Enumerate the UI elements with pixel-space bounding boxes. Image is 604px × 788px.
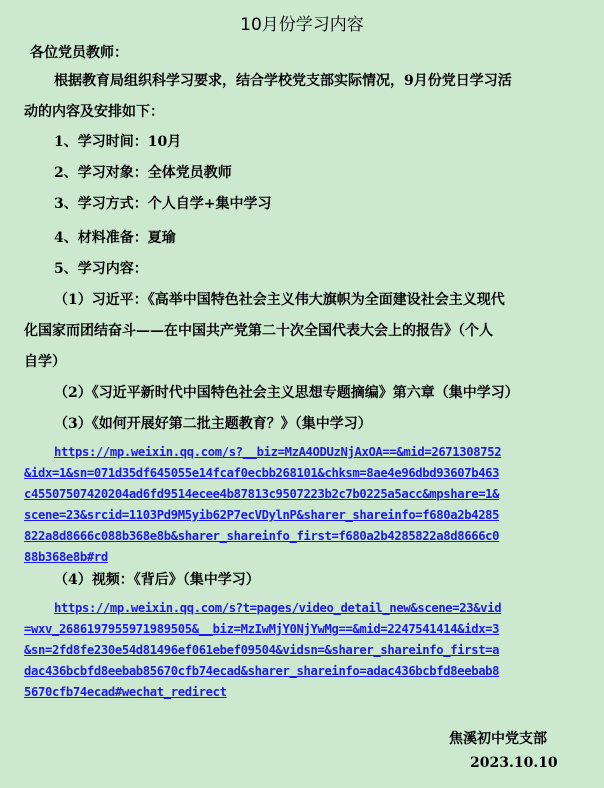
intro-line-2: 动的内容及安排如下： (24, 104, 164, 120)
sub-item-1-line-2: 化国家而团结奋斗——在中国共产党第二十次全国代表大会上的报告》（个人 (24, 323, 493, 339)
item-study-target: 2、学习对象：全体党员教师 (54, 165, 232, 181)
sub-item-1-line-1: （1）习近平：《高举中国特色社会主义伟大旗帜为全面建设社会主义现代 (54, 292, 505, 308)
sub-item-1-line-3: 自学） (24, 354, 66, 370)
article-link-line-6[interactable]: 88b368e8b#rd (24, 550, 108, 564)
item-study-content: 5、学习内容： (54, 261, 148, 277)
sub-item-2: （2）《习近平新时代中国特色社会主义思想专题摘编》第六章（集中学习） (54, 385, 519, 401)
page-title: 10月份学习内容 (240, 15, 364, 35)
item-material-prep: 4、材料准备：夏瑜 (54, 230, 176, 246)
signature: 焦溪初中党支部 (449, 731, 547, 747)
item-study-time: 1、学习时间：10月 (54, 134, 182, 150)
video-link-line-4[interactable]: dac436bcbfd8eebab85670cfb74ecad&sharer_shareinfo=adac436bcbfd8eebab8 (24, 664, 500, 678)
article-link-line-4[interactable]: scene=23&srcid=1103Pd9M5yib62P7ecVDylnP&sharer_shareinfo=f680a2b4285 (24, 508, 500, 522)
item-study-method: 3、学习方式：个人自学+集中学习 (54, 196, 272, 212)
video-link-line-3[interactable]: &sn=2fd8fe230e54d81496ef061ebef09504&vidsn=&sharer_shareinfo_first=a (24, 643, 500, 657)
video-link-line-2[interactable]: =wxv_2686197955971989505&__biz=MzIwMjY0NjYwMg==&mid=2247541414&idx=3 (24, 622, 500, 636)
intro-line-1: 根据教育局组织科学习要求，结合学校党支部实际情况，9月份党日学习活 (54, 73, 512, 89)
salutation: 各位党员教师： (30, 45, 128, 61)
document-date: 2023.10.10 (470, 755, 558, 771)
article-link-line-1[interactable]: https://mp.weixin.qq.com/s?__biz=MzA4ODUzNjAxOA==&mid=2671308752 (54, 445, 502, 459)
sub-item-3: （3）《如何开展好第二批主题教育？》（集中学习） (54, 416, 372, 432)
sub-item-4: （4）视频：《背后》（集中学习） (54, 572, 260, 588)
article-link-line-3[interactable]: c45507507420204ad6fd9514ecee4b87813c9507223b2c7b0225a5acc&mpshare=1& (24, 487, 500, 501)
article-link-line-2[interactable]: &idx=1&sn=071d35df645055e14fcaf0ecbb268101&chksm=8ae4e96dbd93607b463 (24, 466, 500, 480)
video-link-line-1[interactable]: https://mp.weixin.qq.com/s?t=pages/video_detail_new&scene=23&vid (54, 601, 502, 615)
article-link-line-5[interactable]: 822a8d8666c088b368e8b&sharer_shareinfo_first=f680a2b4285822a8d8666c0 (24, 529, 500, 543)
video-link-line-5[interactable]: 5670cfb74ecad#wechat_redirect (24, 685, 227, 699)
